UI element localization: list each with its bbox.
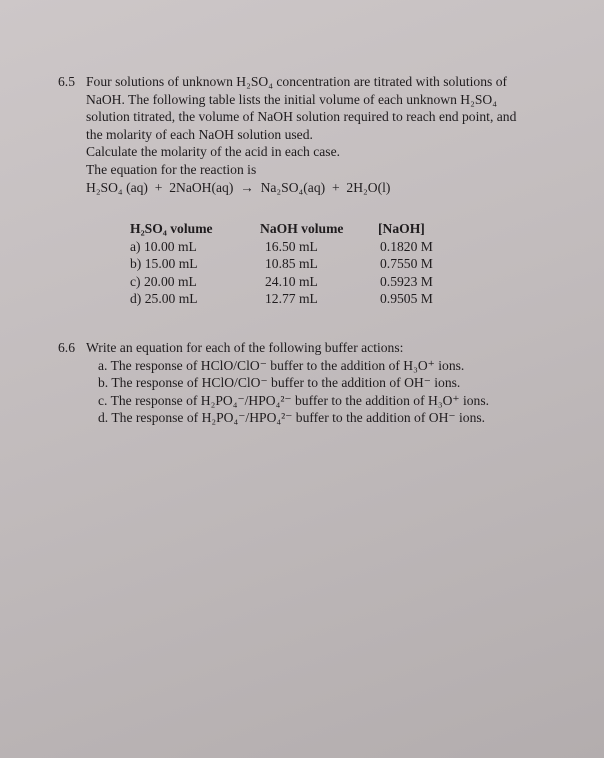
- problem-number: 6.5: [58, 74, 75, 89]
- problem-body: [86, 339, 578, 427]
- table-cell: c) 20.00 mL: [130, 273, 197, 289]
- table-cell: 0.9505 M: [380, 291, 433, 307]
- list-item: d. The response of H₂PO₄⁻/HPO₄²⁻ buffer to the addition of OH⁻ ions.: [98, 410, 486, 426]
- list-item: b. The response of HClO/ClO⁻ buffer to the addition of OH⁻ ions.: [98, 375, 461, 391]
- table-cell: 24.10 mL: [265, 273, 318, 289]
- table-cell: b) 15.00 mL: [130, 256, 198, 272]
- table-cell: 10.85 mL: [265, 256, 318, 272]
- list-item: c. The response of H₂PO₄⁻/HPO₄²⁻ buffer to the addition of H₃O⁺ ions.: [98, 392, 490, 408]
- table-column-h2so4-volume: [130, 220, 260, 308]
- table-header: NaOH volume: [260, 221, 344, 236]
- problem-6-5: [58, 73, 578, 196]
- problem-number: 6.6: [58, 340, 75, 355]
- table-cell: 16.50 mL: [265, 238, 318, 254]
- buffer-question-list: [98, 357, 578, 427]
- problem-6-6: [58, 339, 578, 427]
- table-column-naoh-volume: [260, 220, 378, 308]
- problem-text-line: NaOH. The following table lists the initial volume of each unknown H₂SO₄: [86, 91, 497, 107]
- table-header: [NaOH]: [378, 221, 425, 236]
- table-cell: 0.5923 M: [380, 273, 433, 289]
- table-cell: 12.77 mL: [265, 291, 318, 307]
- problem-text-line: solution titrated, the volume of NaOH solution required to reach end point, and: [86, 109, 517, 125]
- table-header: H₂SO₄ volume: [130, 221, 213, 236]
- problem-text-line: Calculate the molarity of the acid in each case.: [86, 144, 341, 160]
- problem-text-line: the molarity of each NaOH solution used.: [86, 126, 313, 142]
- titration-table: [130, 220, 468, 308]
- table-cell: 0.1820 M: [380, 238, 433, 254]
- problem-body: [86, 73, 578, 196]
- table-column-naoh-molarity: [378, 220, 468, 308]
- table-cell: a) 10.00 mL: [130, 238, 197, 254]
- list-item: a. The response of HClO/ClO⁻ buffer to the addition of H₃O⁺ ions.: [98, 357, 465, 373]
- reaction-equation: H₂SO₄ (aq) + 2NaOH(aq) → Na₂SO₄(aq) + 2H₂O(l): [86, 179, 391, 195]
- table-cell: d) 25.00 mL: [130, 291, 198, 307]
- problem-text-line: Four solutions of unknown H₂SO₄ concentration are titrated with solutions of: [86, 74, 508, 89]
- problem-intro: Write an equation for each of the following buffer actions:: [86, 340, 404, 355]
- table-cell: 0.7550 M: [380, 256, 433, 272]
- problem-text-line: The equation for the reaction is: [86, 161, 257, 177]
